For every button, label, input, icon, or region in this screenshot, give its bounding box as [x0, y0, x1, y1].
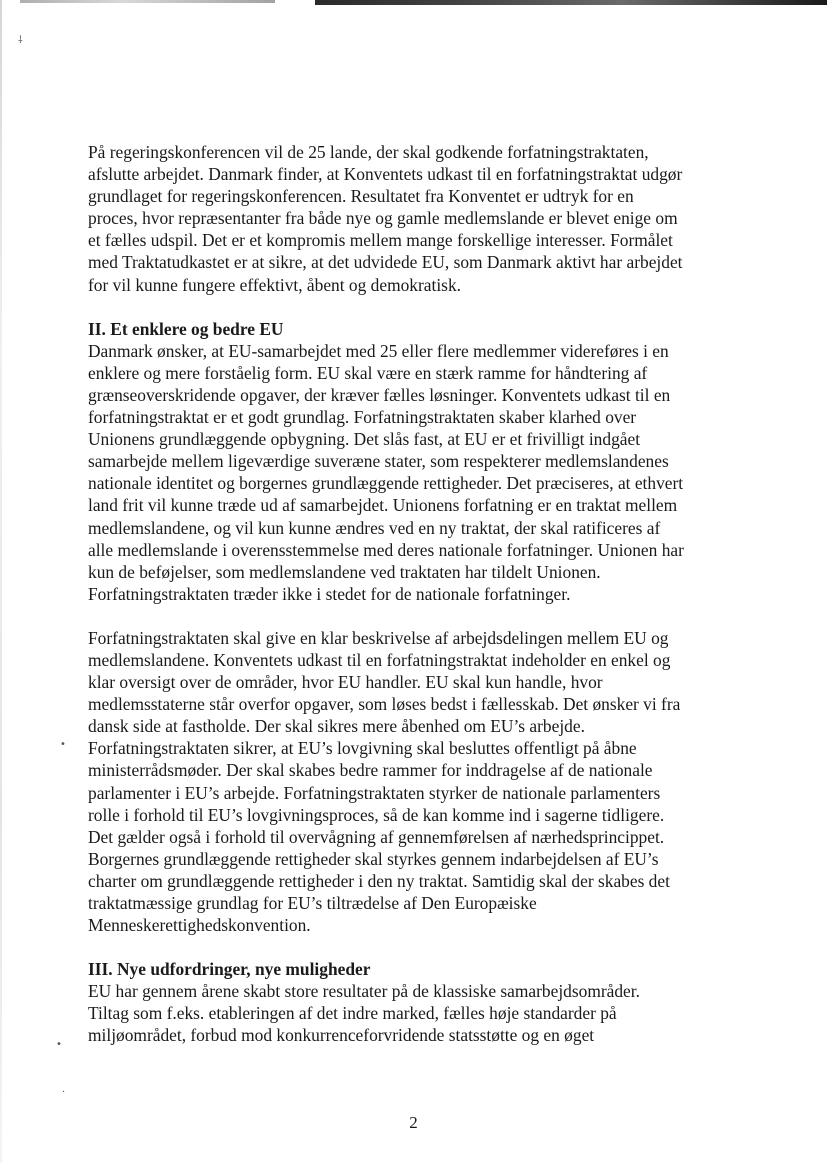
section-heading-3: III. Nye udfordringer, nye muligheder [88, 959, 371, 980]
text-line: traktatmæssige grundlag for EU’s tiltrædelse af Den Europæiske [88, 893, 537, 913]
text-line: enklere og mere forståelig form. EU skal være en stærk ramme for håndtering af [88, 362, 648, 383]
text-line: afslutte arbejdet. Danmark finder, at Konventets udkast til en forfatningstraktat udgør [88, 164, 683, 185]
text-line: grænseoverskridende opgaver, der kræver fælles løsninger. Konventets udkast til en [88, 384, 671, 405]
text-line: for vil kunne fungere effektivt, åbent og demokratisk. [88, 274, 461, 295]
scan-speck: • [60, 739, 66, 750]
paragraph-2 [88, 340, 760, 605]
text-line: forfatningstraktat er et godt grundlag. Forfatningstraktaten skaber klarhed over [88, 407, 637, 428]
text-line: med Traktatudkastet er at sikre, at det udvidede EU, som Danmark aktivt har arbejdet [88, 252, 683, 273]
text-line: medlemslandene. Konventets udkast til en forfatningstraktat indeholder en enkel og [88, 649, 671, 670]
text-line: klar oversigt over de områder, hvor EU handler. EU skal kun handle, hvor [88, 672, 603, 693]
text-line: et fælles udspil. Det er et kompromis mellem mange forskellige interesser. Formålet [88, 230, 673, 251]
text-line: Forfatningstraktaten skal give en klar beskrivelse af arbejdsdelingen mellem EU og [88, 627, 669, 648]
paragraph-gap [88, 936, 760, 958]
text-line: Borgernes grundlæggende rettigheder skal styrkes gennem indarbejdelsen af EU’s [88, 848, 659, 869]
scan-artifact-top-right [315, 0, 827, 5]
text-line: Forfatningstraktaten træder ikke i stedet for de nationale forfatninger. [88, 583, 571, 604]
paragraph-1 [88, 141, 760, 296]
text-line: Tiltag som f.eks. etableringen af det indre marked, fælles høje standarder på [88, 1003, 617, 1024]
scan-speck: • [56, 1039, 62, 1050]
scan-speck: ⸸ [18, 35, 23, 46]
page-number: 2 [409, 1113, 418, 1132]
text-line: nationale identitet og borgernes grundlæggende rettigheder. Det præciseres, at ethvert [88, 473, 684, 494]
text-line: rolle i forhold til EU’s lovgivningsproces, så de kan komme ind i sagerne tidligere. [88, 804, 665, 825]
text-line: alle medlemslande i overensstemmelse med deres nationale forfatninger. Unionen har [88, 539, 684, 560]
text-line: EU har gennem årene skabt store resultater på de klassiske samarbejdsområder. [88, 981, 640, 1002]
text-line: Forfatningstraktaten sikrer, at EU’s lovgivning skal besluttes offentligt på åbne [88, 738, 637, 759]
paragraph-gap [88, 296, 760, 318]
scan-speck: · [62, 1087, 66, 1098]
text-line: ministerrådsmøder. Der skal skabes bedre rammer for inddragelse af de nationale [88, 760, 653, 781]
scan-left-edge [0, 0, 2, 1163]
text-line: charter om grundlæggende rettigheder i den ny traktat. Samtidig skal der skabes det [88, 870, 670, 891]
paragraph-gap [88, 605, 760, 627]
text-line: proces, hvor repræsentanter fra både nye og gamle medlemslande er blevet enige om [88, 208, 678, 229]
text-line: kun de beføjelser, som medlemslandene ved traktaten har tildelt Unionen. [88, 561, 601, 582]
text-line: dansk side at fastholde. Der skal sikres mere åbenhed om EU’s arbejde. [88, 716, 585, 737]
text-line: medlemsstaterne står overfor opgaver, som løses bedst i fællesskab. Det ønsker vi fra [88, 694, 681, 715]
section-heading-2: II. Et enklere og bedre EU [88, 318, 284, 339]
paragraph-4 [88, 980, 760, 1046]
text-line: land frit vil kunne træde ud af samarbejdet. Unionens forfatning er en traktat mellem [88, 495, 678, 516]
text-line: Det gælder også i forhold til overvågning af gennemførelsen af nærhedsprincippet. [88, 826, 665, 847]
text-line: På regeringskonferencen vil de 25 lande, der skal godkende forfatningstraktaten, [88, 142, 649, 162]
text-line: Unionens grundlæggende opbygning. Det slås fast, at EU er et frivilligt indgået [88, 429, 641, 450]
text-line: Menneskerettighedskonvention. [88, 915, 311, 936]
paragraph-3 [88, 627, 760, 936]
text-line: parlamenter i EU’s arbejde. Forfatningstraktaten styrker de nationale parlamenters [88, 782, 661, 803]
scan-artifact-top-left [20, 0, 275, 3]
text-line: Danmark ønsker, at EU-samarbejdet med 25 eller flere medlemmer videreføres i en [88, 340, 669, 361]
document-body [88, 141, 760, 1047]
text-line: grundlaget for regeringskonferencen. Resultatet fra Konventet er udtryk for en [88, 186, 634, 207]
text-line: miljøområdet, forbud mod konkurrenceforvridende statsstøtte og en øget [88, 1025, 595, 1046]
text-line: samarbejde mellem ligeværdige suveræne stater, som respekterer medlemslandenes [88, 451, 669, 472]
text-line: medlemslandene, og vil kun kunne ændres ved en ny traktat, der skal ratificeres af [88, 517, 661, 538]
